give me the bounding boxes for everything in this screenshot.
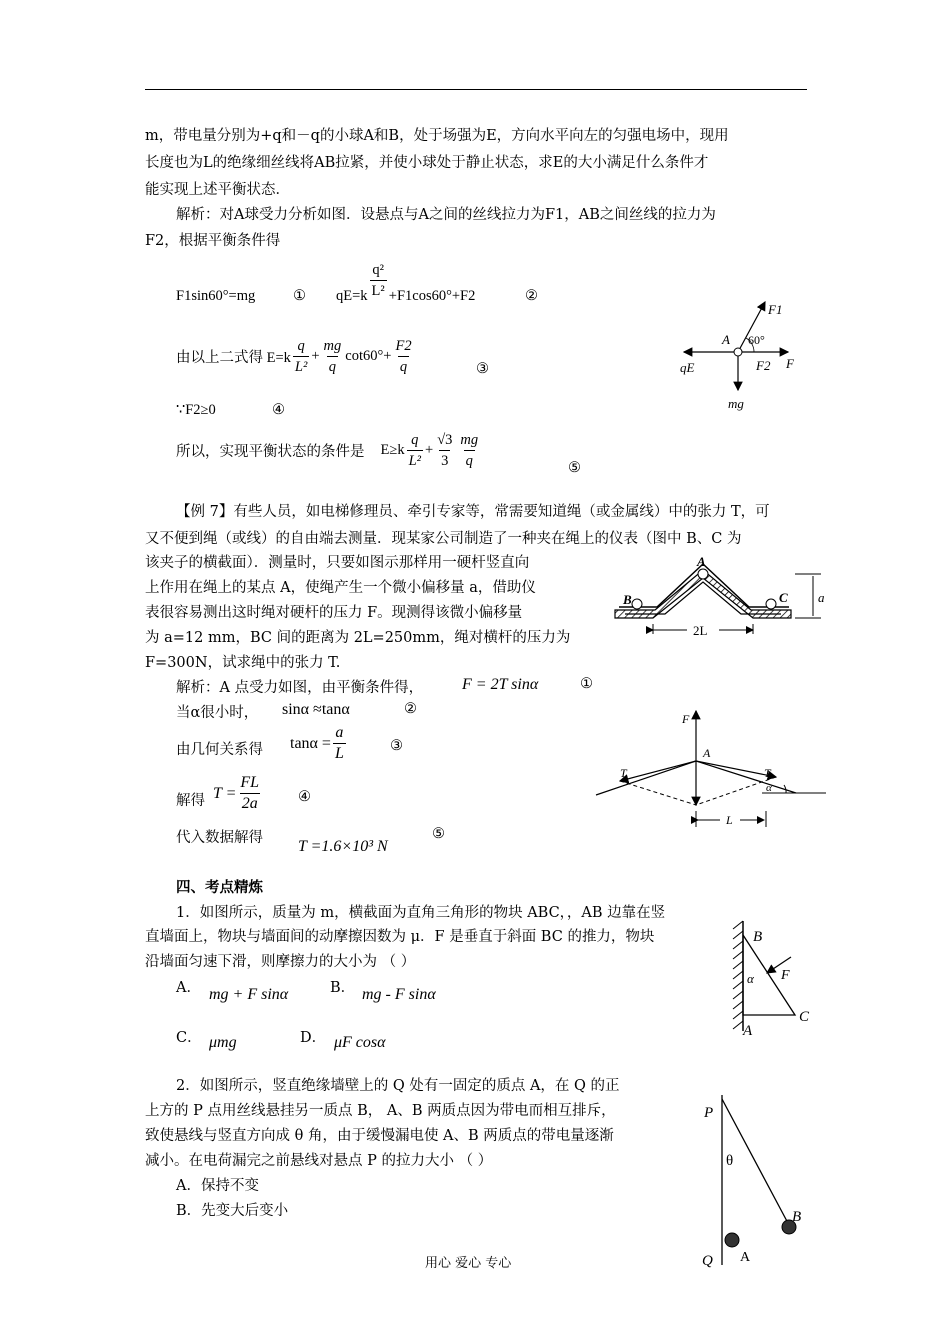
l-dim-label: L	[726, 813, 733, 827]
point-p-label: P	[704, 1105, 714, 1121]
eq-t-prefix: T =	[213, 784, 237, 802]
eq5-num-1: q	[411, 432, 419, 448]
equation-1: F1sin60°=mg	[176, 288, 256, 304]
eq2-denominator: L²	[370, 280, 387, 301]
mg-label: mg	[728, 396, 744, 411]
example7-line-1: 【例 7】有些人员，如电梯修理员、牵引专家等，常需要知道绳（或金属线）中的张力 T，可	[176, 504, 770, 520]
eq-t-den: 2a	[241, 795, 258, 812]
solution2-line-2: 当α很小时，	[176, 705, 259, 721]
question1-line-1: 1．如图所示，质量为 m，横截面为直角三角形的物块 ABC，，AB 边靠在竖	[176, 905, 666, 921]
dim-2l-label: 2L	[693, 623, 708, 638]
eq3-fraction-2	[322, 336, 344, 377]
rope-right	[696, 761, 796, 793]
eq-tan-num: a	[335, 724, 344, 741]
point-a-label: A	[697, 554, 706, 569]
vertex-b-label: B	[753, 929, 763, 945]
q1-option-a-label: A．	[176, 980, 201, 996]
vertex-a-label: A	[743, 1023, 753, 1039]
eq5-plus: +	[425, 442, 434, 458]
solution2-line-1: 解析：A 点受力如图，由平衡条件得，	[176, 680, 424, 696]
particle-a-label: A	[740, 1250, 751, 1265]
intro-line-2: 长度也为L的绝缘细丝线将AB拉紧，并使小球处于静止状态，求E的大小满足什么条件才	[145, 155, 709, 171]
example7-line-6: 为 a=12 mm，BC 间的距离为 2L=250mm，绳对横杆的压力为	[145, 630, 571, 646]
f2-label: F2	[756, 358, 771, 373]
eq5-num-2: √3	[437, 432, 453, 448]
alpha-label: α	[766, 782, 772, 794]
section-title: 四、考点精炼	[176, 879, 263, 896]
equation-2-number: ②	[525, 288, 538, 304]
solution2-eq4-number: ④	[298, 789, 311, 805]
t-left-label: T	[620, 766, 627, 780]
eq-tan-den: L	[334, 745, 344, 762]
question2-line-4: 减小。在电荷漏完之前悬线对悬点 P 的拉力大小 （ ）	[145, 1153, 493, 1169]
solution2-eq1-number: ①	[580, 676, 593, 692]
question1-line-2: 直墙面上，物块与墙面间的动摩擦因数为 μ．F 是垂直于斜面 BC 的推力，物块	[145, 929, 655, 945]
solution2-eq3	[290, 723, 348, 764]
clamp-diagram	[605, 552, 835, 647]
equation-3	[176, 336, 416, 377]
eq2-suffix: +F1cos60°+F2	[388, 288, 476, 304]
rope-left	[596, 761, 696, 795]
f-up-label: F	[682, 712, 690, 726]
wall-hatching	[733, 921, 743, 1029]
solution2-line-4: 解得	[176, 793, 205, 809]
a-point-label: A	[703, 746, 711, 760]
pendulum-diagram	[698, 1085, 818, 1275]
equation-3-number: ③	[476, 361, 489, 377]
solution2-eq2: sinα ≈tanα	[282, 701, 350, 718]
q1-option-a: mg + F sinα	[209, 986, 289, 1003]
point-c-label: C	[779, 590, 788, 605]
particle-a	[725, 1233, 739, 1247]
question1-line-3: 沿墙面匀速下滑，则摩擦力的大小为 （ ）	[145, 954, 416, 970]
t-left-arrow	[620, 761, 696, 781]
equation-5-number: ⑤	[568, 460, 581, 476]
qe-label: qE	[680, 360, 695, 375]
theta-label: θ	[726, 1153, 734, 1169]
eq5-fraction-3	[458, 430, 480, 471]
q1-option-d: μF cosα	[334, 1034, 386, 1051]
solution2-eq1: F = 2T sinα	[462, 676, 539, 693]
solution2-eq3-number: ③	[390, 738, 403, 754]
roller-b	[632, 599, 642, 609]
eq5-prefix: 所以，实现平衡状态的条件是	[176, 444, 365, 460]
example7-line-5: 表很容易测出这时绳对硬杆的压力 F。现测得该微小偏移量	[145, 605, 523, 621]
a-dim-label: a	[818, 590, 825, 605]
force-f-label: F	[781, 968, 790, 983]
intro-line-1: m，带电量分别为+q和－q的小球A和B，处于场强为E，方向水平向左的匀强电场中，现用	[145, 128, 729, 144]
eq-t-num: FL	[240, 774, 260, 791]
particle-b-label: B	[792, 1209, 802, 1225]
point-q-label: Q	[702, 1253, 713, 1269]
eq-tan-prefix: tanα =	[290, 734, 331, 752]
equation-4: ∵F2≥0	[176, 402, 216, 418]
f-label: F	[786, 356, 794, 371]
roller-a	[698, 569, 708, 579]
q1-option-b: mg - F sinα	[362, 986, 436, 1003]
eq5-den-3: q	[464, 450, 475, 471]
intro-line-3: 能实现上述平衡状态．	[145, 182, 290, 198]
question2-line-3: 致使悬线与竖直方向成 θ 角，由于缓慢漏电使 A、B 两质点的带电量逐渐	[145, 1128, 614, 1144]
example7-line-2: 又不便到绳（或线）的自由端去测量．现某家公司制造了一种夹在绳上的仪表（图中 B、C 为	[145, 531, 742, 547]
eq3-den-2: q	[327, 356, 338, 377]
example7-line-3: 该夹子的横截面）．测量时，只要如图示那样用一硬杆竖直向	[145, 555, 530, 571]
eq3-fraction-3	[393, 336, 413, 377]
eq-t-fraction	[238, 773, 261, 814]
solution2-eq5-number: ⑤	[432, 826, 445, 842]
solution2-eq2-number: ②	[404, 701, 417, 717]
point-b-label: B	[623, 592, 632, 607]
eq2-prefix: qE=k	[336, 288, 368, 304]
rope-lower	[625, 582, 781, 614]
eq5-fraction-2	[435, 430, 454, 471]
q1-option-c: μmg	[209, 1034, 237, 1051]
example7-line-4: 上作用在绳上的某点 A，使绳产生一个微小偏移量 a，借助仪	[145, 580, 536, 596]
eq2-fraction	[370, 260, 387, 301]
equation-4-number: ④	[272, 402, 285, 418]
eq3-plus: +	[311, 348, 320, 364]
eq3-den-3: q	[398, 356, 409, 377]
equation-2	[336, 256, 475, 305]
header-rule	[145, 89, 807, 90]
q1-option-c-label: C．	[176, 1030, 202, 1046]
eq-tan-fraction	[333, 723, 346, 764]
solution1-line-1: 解析：对A球受力分析如图．设悬点与A之间的丝线拉力为F1，AB之间丝线的拉力为	[176, 207, 716, 223]
example7-line-7: F=300N，试求绳中的张力 T.	[145, 655, 341, 671]
angle-label: 60°	[748, 333, 765, 347]
force-diagram-2	[590, 705, 830, 833]
solution2-eq5: T =1.6×10³ N	[298, 838, 388, 855]
eq3-den-1: L²	[293, 356, 309, 377]
ball-a	[734, 348, 742, 356]
q1-option-d-label: D．	[300, 1030, 327, 1046]
solution2-line-5: 代入数据解得	[176, 830, 263, 846]
dash-right	[696, 777, 776, 805]
a-label: A	[722, 332, 730, 347]
eq2-numerator: q²	[372, 262, 384, 278]
solution2-eq4	[213, 773, 263, 814]
q1-option-b-label: B．	[330, 980, 356, 996]
t-right-label: T	[764, 766, 771, 780]
eq5-den-2: 3	[439, 450, 450, 471]
equation-5	[176, 430, 482, 471]
q2-option-b: B．先变大后变小	[176, 1203, 289, 1219]
page-footer: 用心 爱心 专心	[425, 1256, 512, 1271]
alpha-angle-label: α	[747, 971, 754, 986]
eq3-cot: cot60°+	[345, 348, 392, 364]
triangle-block-diagram	[725, 915, 825, 1045]
eq3-num-1: q	[297, 338, 305, 354]
eq5-lhs: E≥k	[380, 442, 405, 458]
eq3-num-3: F2	[395, 338, 412, 354]
eq3-prefix: 由以上二式得 E=k	[176, 350, 291, 366]
vertex-c-label: C	[799, 1009, 810, 1025]
solution1-line-2: F2，根据平衡条件得	[145, 233, 281, 249]
dash-left	[620, 781, 696, 805]
eq5-den-1: L²	[407, 450, 423, 471]
eq5-num-3: mg	[460, 432, 479, 448]
force-diagram-1	[670, 290, 820, 420]
f1-label: F1	[768, 302, 783, 317]
eq3-fraction-1	[293, 336, 309, 377]
q2-option-a: A．保持不变	[176, 1178, 259, 1194]
question2-line-2: 上方的 P 点用丝线悬挂另一质点 B， A、B 两质点因为带电而相互排斥，	[145, 1103, 616, 1119]
question2-line-1: 2．如图所示，竖直绝缘墙壁上的 Q 处有一固定的质点 A，在 Q 的正	[176, 1078, 620, 1094]
eq3-num-2: mg	[323, 338, 342, 354]
roller-c	[766, 599, 776, 609]
equation-1-number: ①	[293, 288, 306, 304]
eq5-fraction-1	[407, 430, 423, 471]
solution2-line-3: 由几何关系得	[176, 742, 263, 758]
